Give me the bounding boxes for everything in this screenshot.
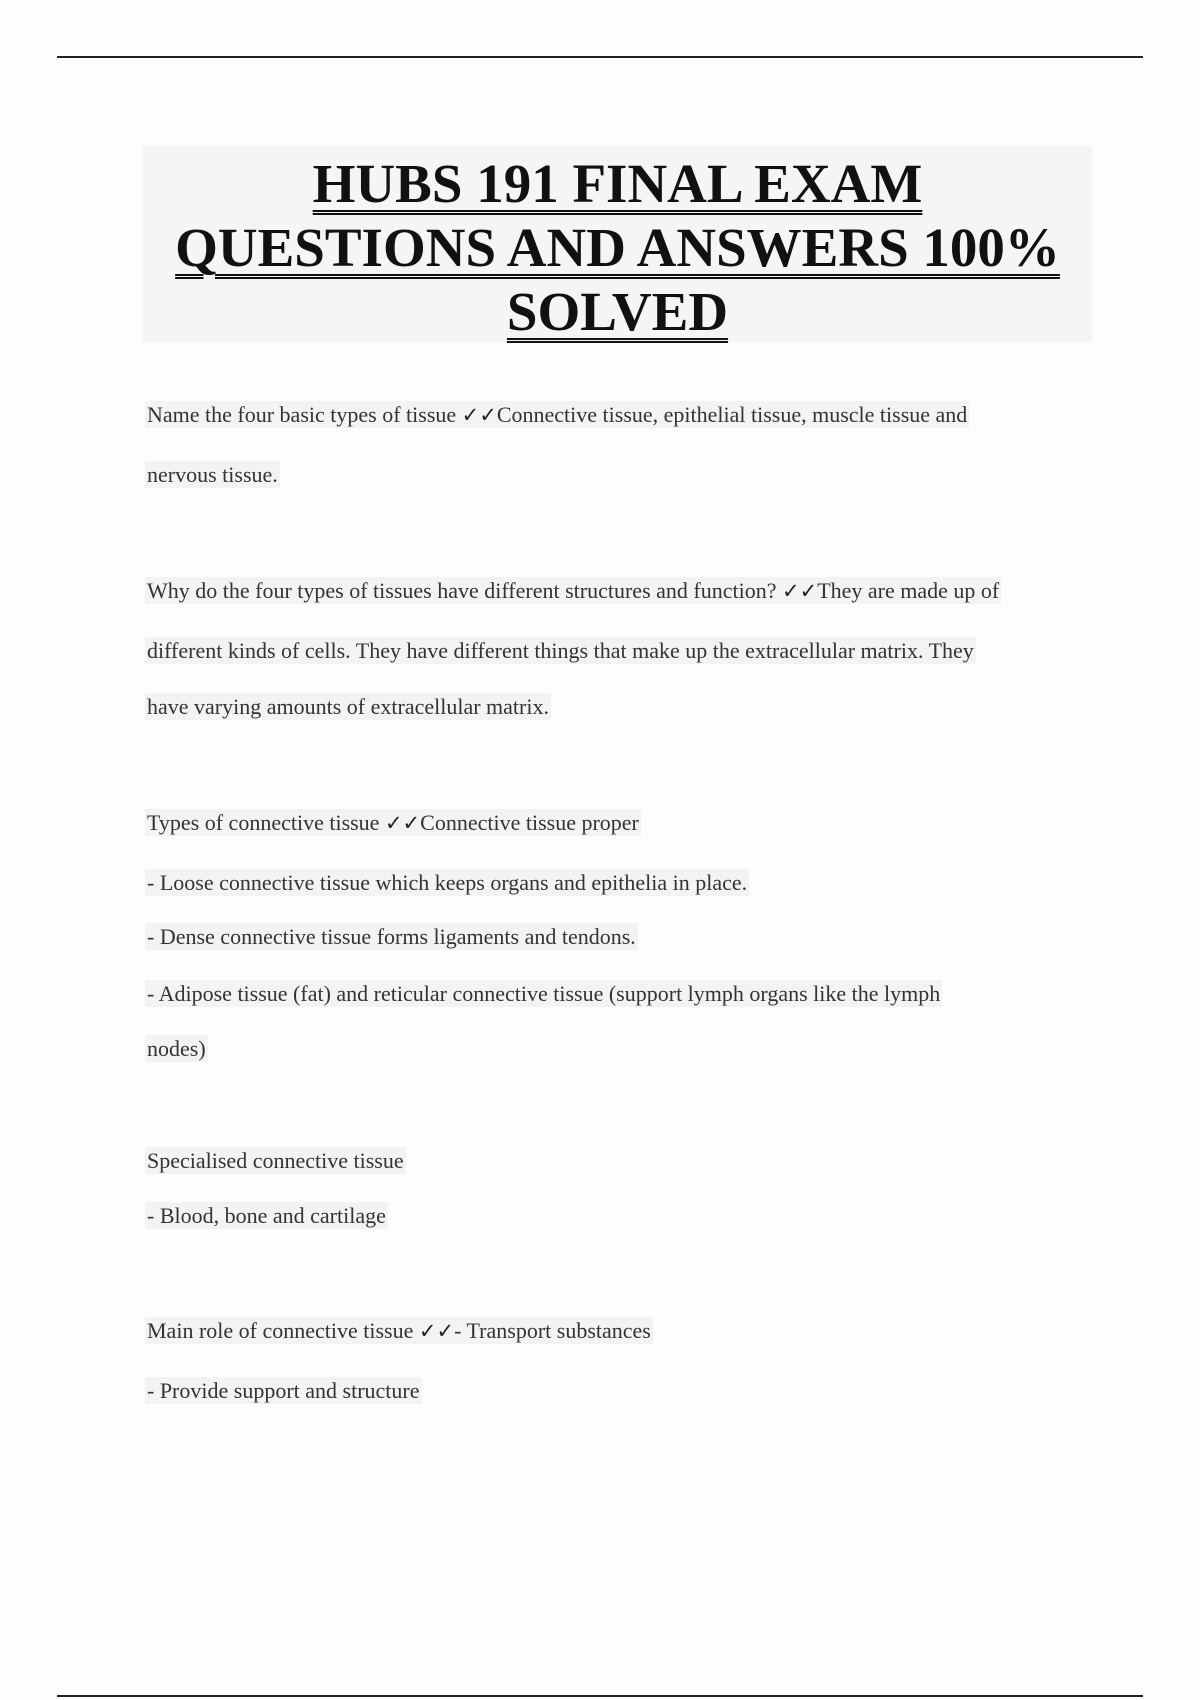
q4-line-1 <box>145 1316 653 1346</box>
q3-line-5 <box>145 1034 208 1064</box>
q3-line-4 <box>145 979 942 1009</box>
q2-highlight <box>145 577 1001 604</box>
q2-answer-cont-1: different kinds of cells. They have different things that make up the extracellular matrix. They <box>147 638 974 663</box>
q3-answer-cont-5: Specialised connective tissue <box>147 1148 404 1173</box>
check-mark-icon: ✓✓ <box>781 579 818 603</box>
q1-line-1 <box>145 400 969 430</box>
q4-question: Main role of connective tissue <box>147 1318 419 1343</box>
q3-answer-cont-6: - Blood, bone and cartilage <box>147 1203 386 1228</box>
q2-answer-cont-2: have varying amounts of extracellular matrix. <box>147 694 549 719</box>
check-mark-icon: ✓✓ <box>384 811 421 835</box>
q3-question: Types of connective tissue <box>147 810 385 835</box>
q3-line-7 <box>145 1201 388 1231</box>
q3-highlight <box>145 809 641 836</box>
title-box <box>143 146 1092 342</box>
q2-question: Why do the four types of tissues have different structures and function? <box>147 578 782 603</box>
q3-answer-cont-2: - Dense connective tissue forms ligaments and tendons. <box>147 924 636 949</box>
footer-rule <box>57 1695 1143 1697</box>
title-line-2: QUESTIONS AND ANSWERS 100% <box>175 217 1060 278</box>
q3-line-3 <box>145 922 638 952</box>
q3-answer: Connective tissue proper <box>420 810 639 835</box>
q3-line-6 <box>145 1146 406 1176</box>
check-mark-icon: ✓✓ <box>461 403 497 427</box>
q4-answer: - Transport substances <box>454 1318 651 1343</box>
document-title <box>143 146 1092 344</box>
q1-answer: Connective tissue, epithelial tissue, muscle tissue and <box>496 402 968 427</box>
check-mark-icon: ✓✓ <box>418 1319 455 1343</box>
q2-line-1 <box>145 576 1001 606</box>
q3-answer-cont-4: nodes) <box>147 1036 206 1061</box>
q1-answer-cont: nervous tissue. <box>147 462 278 487</box>
q2-line-3 <box>145 692 551 722</box>
q2-answer: They are made up of <box>817 578 1000 603</box>
header-rule <box>57 56 1143 58</box>
q4-line-2 <box>145 1376 422 1406</box>
q4-answer-cont: - Provide support and structure <box>147 1378 420 1403</box>
q3-answer-cont-1: - Loose connective tissue which keeps organs and epithelia in place. <box>147 870 748 895</box>
q3-answer-cont-3: - Adipose tissue (fat) and reticular connective tissue (support lymph organs like the lymph <box>147 981 941 1006</box>
q2-line-2 <box>145 636 976 666</box>
title-line-3: SOLVED <box>506 281 729 342</box>
q4-highlight <box>145 1317 653 1344</box>
q1-question: Name the four basic types of tissue <box>147 402 462 427</box>
title-line-1: HUBS 191 FINAL EXAM <box>312 153 923 214</box>
q1-highlight <box>145 401 969 428</box>
q1-line-2 <box>145 460 280 490</box>
q3-line-1 <box>145 808 641 838</box>
q3-line-2 <box>145 868 749 898</box>
